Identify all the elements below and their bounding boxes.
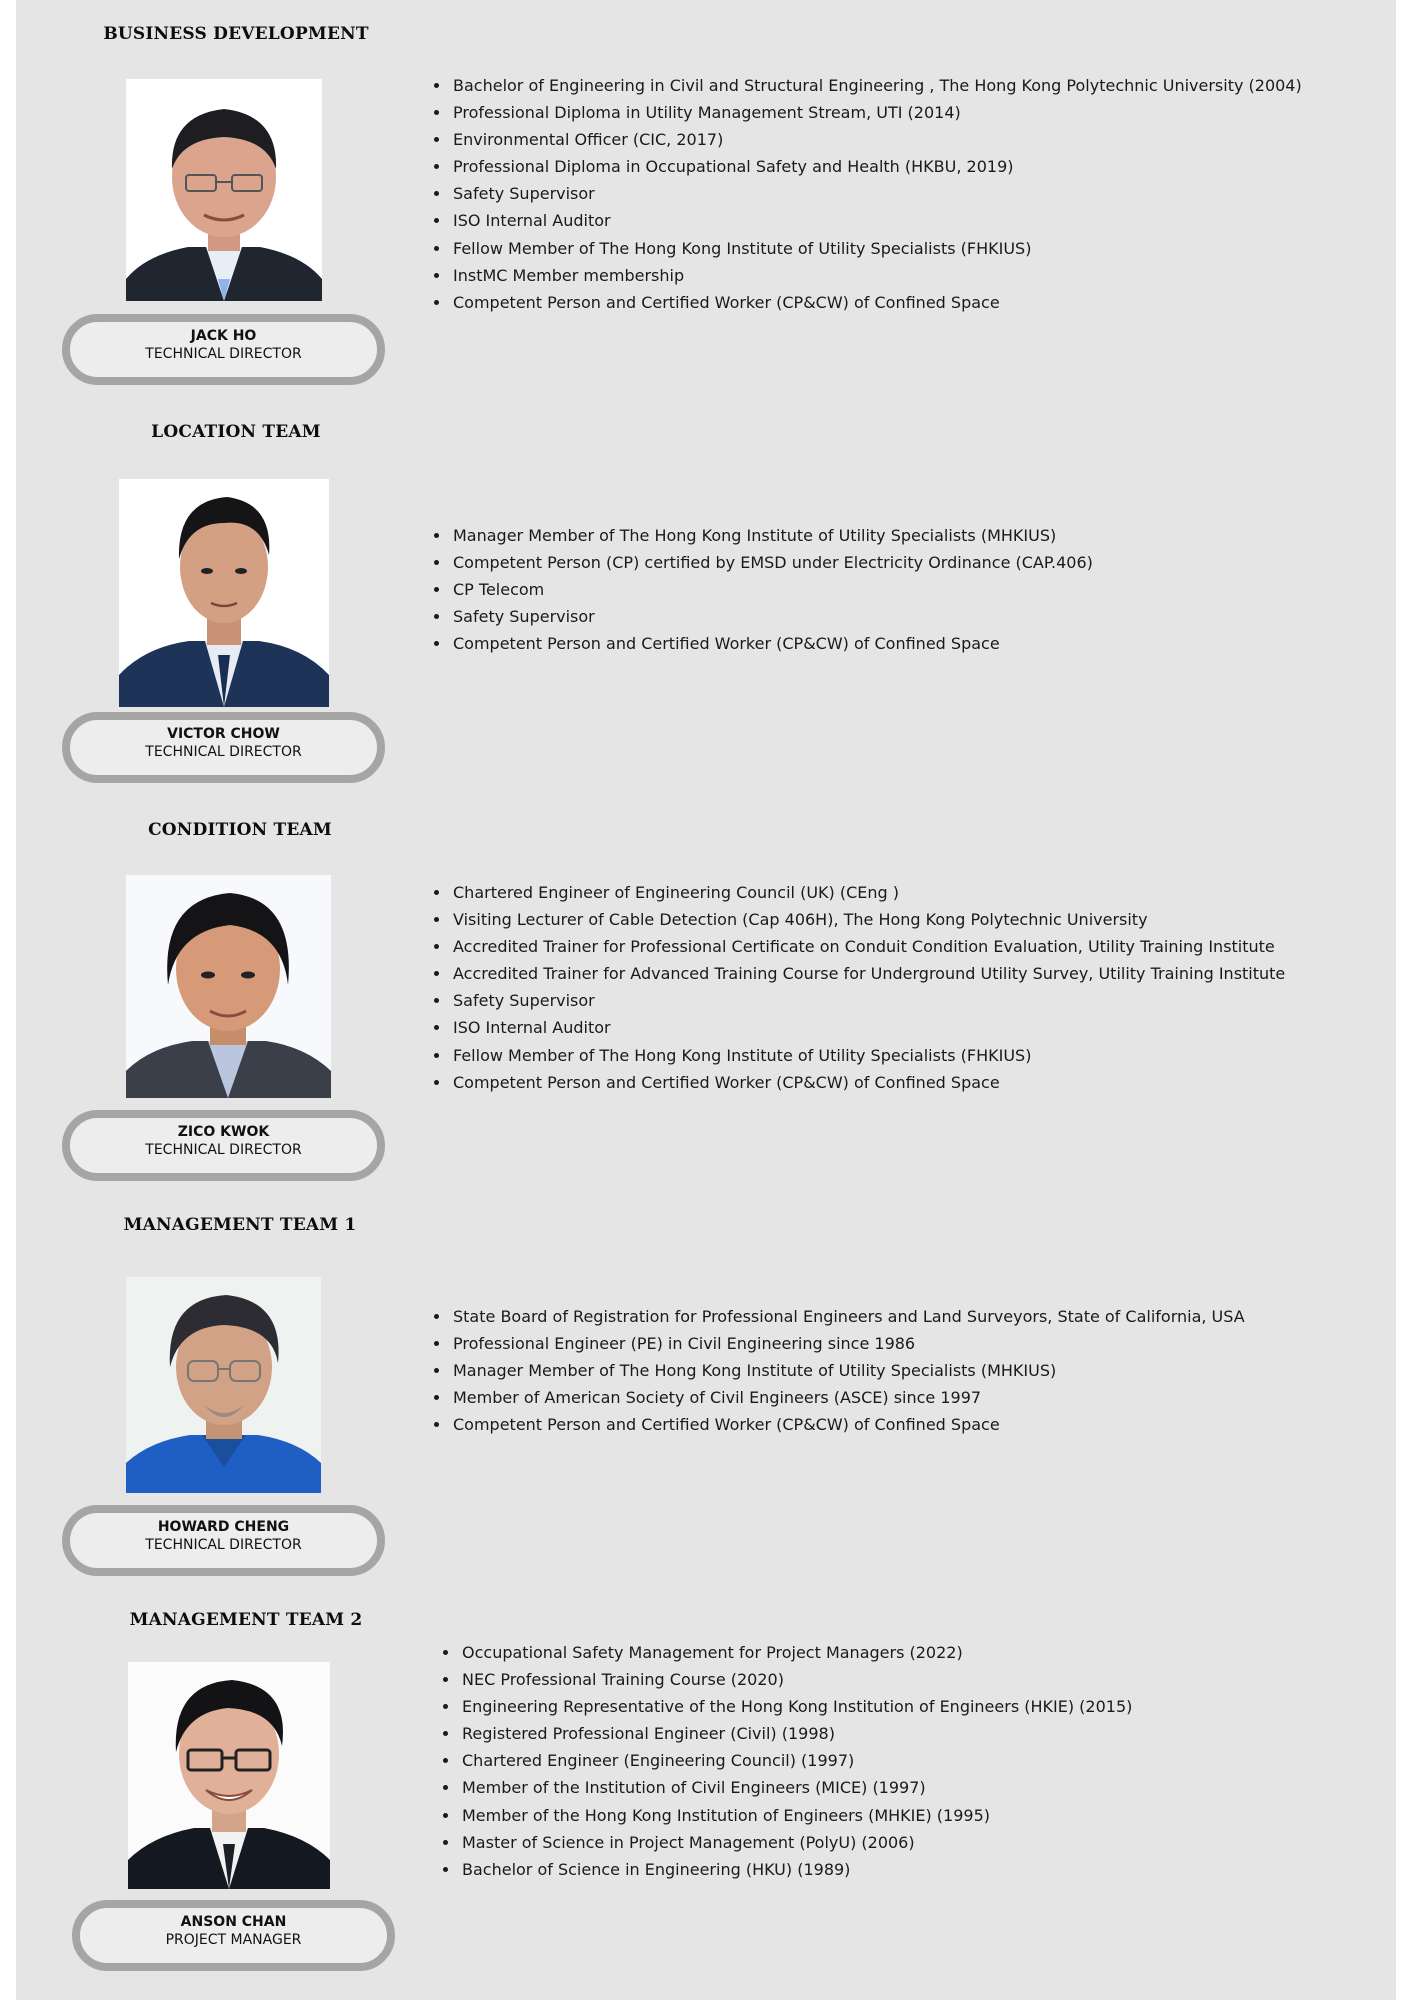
qualification-item: • Professional Engineer (PE) in Civil Engineering since 1986 <box>451 1330 1245 1357</box>
qualification-item: • NEC Professional Training Course (2020) <box>460 1666 1132 1693</box>
qualification-item: • Accredited Trainer for Advanced Training Course for Underground Utility Survey, Utility Training Institute <box>451 960 1285 987</box>
qualification-item: • ISO Internal Auditor <box>451 207 1302 234</box>
qualifications-list <box>427 1303 1245 1438</box>
person-name: HOWARD CHENG <box>157 1519 290 1535</box>
qualification-item: • Bachelor of Engineering in Civil and Structural Engineering , The Hong Kong Polytechnic University (2004) <box>451 72 1302 99</box>
qualification-item: • Member of American Society of Civil Engineers (ASCE) since 1997 <box>451 1384 1245 1411</box>
qualification-item: • Safety Supervisor <box>451 987 1285 1014</box>
portrait-photo <box>119 479 329 707</box>
qualification-item: • InstMC Member membership <box>451 262 1302 289</box>
qualification-item: • Master of Science in Project Management (PolyU) (2006) <box>460 1829 1132 1856</box>
qualification-item: • Registered Professional Engineer (Civil) (1998) <box>460 1720 1132 1747</box>
qualification-item: • Fellow Member of The Hong Kong Institute of Utility Specialists (FHKIUS) <box>451 235 1302 262</box>
portrait-photo <box>126 79 322 301</box>
person-name: ZICO KWOK <box>177 1124 270 1140</box>
person-name: VICTOR CHOW <box>167 726 280 742</box>
qualification-item: • Competent Person and Certified Worker (CP&CW) of Confined Space <box>451 1411 1245 1438</box>
team-title: CONDITION TEAM <box>148 820 332 840</box>
qualification-item: • Professional Diploma in Occupational Safety and Health (HKBU, 2019) <box>451 153 1302 180</box>
qualification-item: • Competent Person (CP) certified by EMSD under Electricity Ordinance (CAP.406) <box>451 549 1093 576</box>
qualifications-list <box>427 879 1285 1096</box>
qualification-item: • Engineering Representative of the Hong Kong Institution of Engineers (HKIE) (2015) <box>460 1693 1132 1720</box>
qualification-item: • Environmental Officer (CIC, 2017) <box>451 126 1302 153</box>
qualification-item: • Safety Supervisor <box>451 180 1302 207</box>
person-name: ANSON CHAN <box>180 1914 287 1930</box>
qualification-item: • Chartered Engineer of Engineering Council (UK) (CEng ) <box>451 879 1285 906</box>
team-title: MANAGEMENT TEAM 2 <box>129 1610 363 1630</box>
qualification-item: • Manager Member of The Hong Kong Institute of Utility Specialists (MHKIUS) <box>451 1357 1245 1384</box>
qualification-item: • Member of the Hong Kong Institution of Engineers (MHKIE) (1995) <box>460 1802 1132 1829</box>
name-badge <box>62 712 385 783</box>
qualification-item: • ISO Internal Auditor <box>451 1014 1285 1041</box>
qualification-item: • State Board of Registration for Professional Engineers and Land Surveyors, State of California, USA <box>451 1303 1245 1330</box>
qualifications-list <box>436 1639 1132 1883</box>
qualification-item: • Competent Person and Certified Worker (CP&CW) of Confined Space <box>451 289 1302 316</box>
qualification-item: • Competent Person and Certified Worker (CP&CW) of Confined Space <box>451 630 1093 657</box>
qualifications-list <box>427 522 1093 657</box>
person-role: TECHNICAL DIRECTOR <box>145 1142 302 1158</box>
name-badge <box>62 1110 385 1181</box>
qualification-item: • Bachelor of Science in Engineering (HKU) (1989) <box>460 1856 1132 1883</box>
portrait-photo <box>128 1662 330 1889</box>
qualification-item: • Visiting Lecturer of Cable Detection (Cap 406H), The Hong Kong Polytechnic University <box>451 906 1285 933</box>
team-title: BUSINESS DEVELOPMENT <box>103 24 369 44</box>
person-name: JACK HO <box>190 328 257 344</box>
portrait-photo <box>126 875 331 1098</box>
qualification-item: • CP Telecom <box>451 576 1093 603</box>
person-role: TECHNICAL DIRECTOR <box>145 346 302 362</box>
profile-page <box>16 0 1396 2000</box>
team-title: MANAGEMENT TEAM 1 <box>123 1215 357 1235</box>
qualification-item: • Safety Supervisor <box>451 603 1093 630</box>
name-badge <box>62 1505 385 1576</box>
qualification-item: • Manager Member of The Hong Kong Institute of Utility Specialists (MHKIUS) <box>451 522 1093 549</box>
qualification-item: • Professional Diploma in Utility Management Stream, UTI (2014) <box>451 99 1302 126</box>
person-role: PROJECT MANAGER <box>165 1932 302 1948</box>
qualification-item: • Accredited Trainer for Professional Certificate on Conduit Condition Evaluation, Utility Training Institute <box>451 933 1285 960</box>
qualification-item: • Occupational Safety Management for Project Managers (2022) <box>460 1639 1132 1666</box>
qualification-item: • Fellow Member of The Hong Kong Institute of Utility Specialists (FHKIUS) <box>451 1042 1285 1069</box>
portrait-photo <box>126 1277 321 1493</box>
qualification-item: • Competent Person and Certified Worker (CP&CW) of Confined Space <box>451 1069 1285 1096</box>
qualifications-list <box>427 72 1302 316</box>
name-badge <box>62 314 385 385</box>
qualification-item: • Chartered Engineer (Engineering Council) (1997) <box>460 1747 1132 1774</box>
team-title: LOCATION TEAM <box>151 422 321 442</box>
name-badge <box>72 1900 395 1971</box>
person-role: TECHNICAL DIRECTOR <box>145 744 302 760</box>
person-role: TECHNICAL DIRECTOR <box>145 1537 302 1553</box>
qualification-item: • Member of the Institution of Civil Engineers (MICE) (1997) <box>460 1774 1132 1801</box>
